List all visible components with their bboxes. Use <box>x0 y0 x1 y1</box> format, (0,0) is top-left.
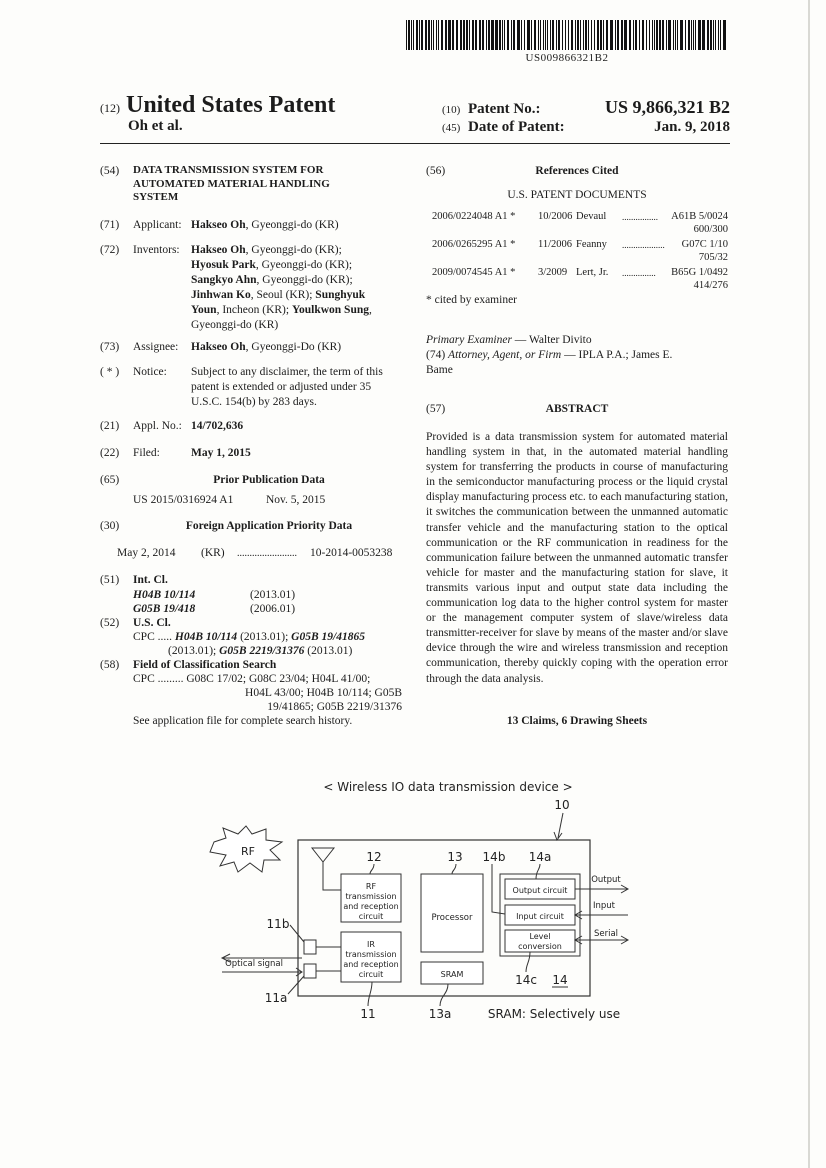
field-value <box>191 218 405 233</box>
barcode-bar <box>524 20 525 50</box>
serial-label: Serial <box>593 929 619 939</box>
barcode-bar <box>580 20 581 50</box>
patent-date: Jan. 9, 2018 <box>654 119 730 135</box>
field-code: (21) <box>100 420 120 432</box>
device-diagram <box>0 770 808 1030</box>
ref-number: 2009/0074545 A1 * <box>432 267 516 278</box>
field-code: (72) <box>100 244 120 256</box>
ref-14b: 14b <box>482 850 506 864</box>
ref-class: A61B 5/0024 <box>671 211 728 222</box>
inventor-name: Youn <box>191 304 217 316</box>
int-class: H04B 10/114 <box>133 589 196 601</box>
barcode-bar <box>527 20 529 50</box>
barcode-bar <box>511 20 512 50</box>
barcode-bar <box>421 20 423 50</box>
barcode-bar <box>668 20 669 50</box>
attorney-name: — IPLA P.A.; James E. <box>561 349 673 361</box>
kind-code: (12) <box>100 101 120 115</box>
barcode-bar <box>680 20 681 50</box>
barcode-bar <box>635 20 637 50</box>
barcode-bar <box>649 20 650 50</box>
title-text: United States Patent <box>126 92 336 118</box>
barcode-bar <box>633 20 634 50</box>
field-51-int-cl <box>100 573 405 619</box>
barcode-bar <box>723 20 725 50</box>
sram-label: SRAM <box>440 970 464 979</box>
barcode-bar <box>681 20 682 50</box>
attorney <box>426 348 672 363</box>
field-73-assignee <box>100 340 405 356</box>
ref-11: 11 <box>360 1007 376 1021</box>
barcode-bar <box>406 20 407 50</box>
field-code: ( * ) <box>100 366 120 378</box>
field-code: (58) <box>100 659 120 671</box>
barcode-bar <box>585 20 587 50</box>
rf-block-label: and reception <box>343 902 399 911</box>
examiner-name: — Walter Divito <box>511 334 592 346</box>
header-rule <box>100 143 730 144</box>
antenna-wire <box>323 862 341 890</box>
leader-line <box>452 864 456 874</box>
leader-line <box>526 952 530 972</box>
barcode-bar <box>703 20 705 50</box>
barcode-bar <box>594 20 595 50</box>
references-heading: References Cited <box>535 165 619 177</box>
leader-dots: ................... <box>622 240 665 250</box>
barcode-bar <box>452 20 454 50</box>
barcode-bar <box>646 20 647 50</box>
priority-country: (KR) <box>201 547 225 559</box>
int-class-year: (2006.01) <box>250 603 296 615</box>
leader-line <box>290 925 304 942</box>
barcode-bar <box>629 20 630 50</box>
inventor-name: Jinhwan Ko <box>191 289 251 301</box>
figure-title: < Wireless IO data transmission device > <box>323 780 573 794</box>
output-circuit-label: Output circuit <box>512 886 568 895</box>
us-class-line <box>133 630 365 645</box>
barcode-bar <box>715 20 716 50</box>
applicant-name: Hakseo Oh <box>191 219 246 231</box>
reference-row <box>432 266 728 294</box>
leader-dots: ................ <box>622 212 658 222</box>
field-code: (65) <box>100 474 120 486</box>
applicant-location: , Gyeonggi-do (KR) <box>245 219 339 231</box>
patent-date-row <box>442 119 730 136</box>
barcode-bar <box>713 20 714 50</box>
input-label: Input <box>592 901 616 911</box>
barcode-bar <box>588 20 589 50</box>
rf-block-label: circuit <box>358 912 384 921</box>
barcode-bar <box>507 20 508 50</box>
inventor-location: , Incheon (KR); <box>216 304 292 316</box>
rf-burst-label: RF <box>241 845 255 858</box>
attorney-code: (74) <box>426 349 449 361</box>
barcode-bar <box>591 20 592 50</box>
inventor-name: Youlkwon Sung <box>291 304 369 316</box>
barcode-bar <box>652 20 653 50</box>
barcode-bar <box>610 20 612 50</box>
barcode-bar <box>562 20 563 50</box>
inventor-list: Hakseo Oh, Gyeonggi-do (KR); Hyosuk Park, Gyeonggi-do (KR); Sangkyo Ahn, Gyeonggi-do (KR); Jinhwan Ko, Seoul (KR); Sunghyuk Youn, Incheon (KR); Youlkwon Sung, Gyeonggi-do (KR) <box>191 243 405 333</box>
barcode-bar <box>666 20 667 50</box>
field-code: (73) <box>100 341 120 353</box>
barcode-bar <box>654 20 655 50</box>
field-71-applicant <box>100 218 405 234</box>
ref-13a: 13a <box>428 1007 452 1021</box>
field-code: (71) <box>100 219 120 231</box>
authors: Oh et al. <box>128 118 183 134</box>
barcode-bar <box>603 20 604 50</box>
prior-publication-heading: Prior Publication Data <box>213 474 325 486</box>
ir-emitter-element <box>304 964 316 978</box>
assignee-name: Hakseo Oh <box>191 341 246 353</box>
field-65-prior-publication <box>100 473 405 513</box>
barcode-bar <box>545 20 546 50</box>
assignee-location: , Gyeonggi-Do (KR) <box>245 341 342 353</box>
cpc-year: (2013.01); <box>237 631 292 643</box>
us-class-line <box>168 644 352 659</box>
barcode-bar <box>441 20 443 50</box>
barcode-bar <box>499 20 500 50</box>
barcode-bar <box>531 20 532 50</box>
level-conversion-label: conversion <box>518 942 562 951</box>
reference-row <box>432 210 728 238</box>
barcode-bar <box>702 20 703 50</box>
prior-publication-date: Nov. 5, 2015 <box>266 494 326 506</box>
output-label: Output <box>591 875 621 885</box>
barcode-bar <box>513 20 515 50</box>
ref-date: 10/2006 <box>538 211 573 222</box>
inventor-name: Sunghyuk <box>315 289 366 301</box>
ref-12: 12 <box>366 850 382 864</box>
field-code: (51) <box>100 574 120 586</box>
int-class: G05B 19/418 <box>133 603 196 615</box>
inventor-location: Gyeonggi-do (KR) <box>191 319 279 331</box>
barcode-bar <box>419 20 420 50</box>
rf-block-label: RF <box>365 882 377 891</box>
field-21-appl-no <box>100 419 405 435</box>
barcode-bar <box>445 20 446 50</box>
ref-14c: 14c <box>515 973 537 987</box>
barcode-bar <box>436 20 437 50</box>
ref-class-secondary: 705/32 <box>698 252 728 263</box>
barcode-bar <box>688 20 689 50</box>
barcode-bar <box>556 20 557 50</box>
cpc-class: G05B 19/41865 <box>291 631 365 643</box>
barcode-bar <box>575 20 576 50</box>
us-documents-heading: U.S. PATENT DOCUMENTS <box>507 189 647 201</box>
priority-number: 10-2014-0053238 <box>310 547 393 559</box>
barcode-bar <box>466 20 468 50</box>
barcode-bar <box>413 20 414 50</box>
barcode-bar <box>460 20 461 50</box>
ref-10: 10 <box>554 798 570 812</box>
barcode-bar <box>472 20 474 50</box>
field-label: Appl. No.: <box>133 420 182 432</box>
rf-block-label: transmission <box>345 892 397 901</box>
ref-name: Devaul <box>576 211 607 222</box>
barcode-bar <box>624 20 626 50</box>
prior-publication-number: US 2015/0316924 A1 <box>133 494 234 506</box>
field-value <box>191 340 405 355</box>
barcode-bar <box>496 20 498 50</box>
patent-title <box>100 92 335 119</box>
appl-number: 14/702,636 <box>191 420 244 432</box>
barcode-bar <box>475 20 477 50</box>
ref-name: Feanny <box>576 239 607 250</box>
notice-line: patent is extended or adjusted under 35 <box>191 381 372 393</box>
field-58-classification-search <box>100 658 405 733</box>
ref-class: B65G 1/0492 <box>671 267 728 278</box>
abstract-text: Provided is a data transmission system for automated material handling system in that, in the automated material handling system for transferring the products in course of manufacturing in the semiconductor manufacturing process or the liquid crystal display manufacturing process etc. to each manufacturing station, it switches the communication between the unmanned automatic transfer vehicle and the manufacturing station to the optical communication or the RF communication in readiness for the communication failure between the unmanned automatic transfer vehicle for master and the manufacturing station for slave, it transmits various input and output state data including the communication log data to the higher control system for master or the management computer system of slave/wireless data transmitter-receiver for slave by means of the master and/or slave device through the wire and wireless transmission and reception communication, thereby quickly coping with the operation error through the data analysis. <box>426 431 728 685</box>
cpc-year: (2013.01) <box>304 645 353 657</box>
inventor-name: Hakseo Oh <box>191 244 246 256</box>
field-52-us-cl <box>100 616 420 662</box>
barcode-bar <box>685 20 686 50</box>
barcode-bar <box>691 20 692 50</box>
barcode-bar <box>662 20 664 50</box>
barcode-bar <box>630 20 631 50</box>
inventor-location: , Gyeonggi-do (KR); <box>256 274 353 286</box>
field-label: Notice: <box>133 366 167 378</box>
ref-14: 14 <box>552 973 568 987</box>
barcode-bar <box>565 20 566 50</box>
barcode-bar <box>482 20 483 50</box>
optical-signal-label: Optical signal <box>225 959 283 969</box>
barcode-bar <box>656 20 657 50</box>
barcode <box>406 20 728 50</box>
antenna-icon <box>312 848 334 862</box>
field-label: Assignee: <box>133 341 179 353</box>
patent-number: US 9,866,321 B2 <box>604 97 730 117</box>
barcode-bar <box>486 20 487 50</box>
ref-number: 2006/0224048 A1 * <box>432 211 516 222</box>
barcode-bar <box>540 20 541 50</box>
field-code: (56) <box>426 165 446 177</box>
barcode-bar <box>695 20 696 50</box>
barcode-bar <box>502 20 503 50</box>
ref-class-secondary: 414/276 <box>693 280 728 291</box>
barcode-bar <box>448 20 449 50</box>
document-code: US009866321B2 <box>525 52 609 64</box>
field-label: Int. Cl. <box>133 574 168 586</box>
ref-number: 2006/0265295 A1 * <box>432 239 516 250</box>
page-edge <box>808 0 810 1168</box>
inventor-name: Hyosuk Park <box>191 259 256 271</box>
patent-number-label: Patent No.: <box>468 101 541 117</box>
barcode-bar <box>552 20 553 50</box>
barcode-bar <box>693 20 694 50</box>
barcode-bar <box>517 20 519 50</box>
field-label: Applicant: <box>133 219 182 231</box>
field-code: (54) <box>100 165 120 177</box>
barcode-bar <box>720 20 721 50</box>
barcode-bar <box>438 20 439 50</box>
ir-block-label: IR <box>367 940 375 949</box>
abstract-heading: ABSTRACT <box>545 403 609 415</box>
barcode-bar <box>568 20 569 50</box>
barcode-bar <box>547 20 548 50</box>
barcode-bar <box>521 20 522 50</box>
cpc-prefix: CPC ..... <box>133 631 172 643</box>
barcode-bar <box>677 20 678 50</box>
field-code: (57) <box>426 403 446 415</box>
field-label: Filed: <box>133 447 160 459</box>
barcode-bar <box>698 20 700 50</box>
barcode-bar <box>621 20 623 50</box>
field-code: (30) <box>100 520 120 532</box>
barcode-bar <box>597 20 599 50</box>
title-line: DATA TRANSMISSION SYSTEM FOR <box>133 164 324 176</box>
field-label: U.S. Cl. <box>133 617 171 629</box>
field-label: Field of Classification Search <box>133 659 277 671</box>
leader-line <box>492 864 505 914</box>
cited-note: * cited by examiner <box>426 294 518 306</box>
int-class-year: (2013.01) <box>250 589 296 601</box>
barcode-bar <box>495 20 496 50</box>
patent-date-code: (45) <box>442 122 461 134</box>
field-54-title <box>100 164 405 214</box>
invention-title <box>133 164 330 205</box>
ref-13: 13 <box>447 850 463 864</box>
ref-class-secondary: 600/300 <box>693 224 728 235</box>
level-conversion-label: Level <box>529 932 551 941</box>
barcode-bar <box>571 20 573 50</box>
search-note: See application file for complete search history. <box>133 715 353 727</box>
ir-connector <box>316 947 341 971</box>
barcode-bar <box>416 20 418 50</box>
patent-number-code: (10) <box>442 104 461 116</box>
inventor-location: , Gyeonggi-do (KR); <box>255 259 353 271</box>
field-22-filed <box>100 446 405 462</box>
barcode-bar <box>543 20 544 50</box>
barcode-bar <box>534 20 535 50</box>
ir-block-label: and reception <box>343 960 399 969</box>
input-circuit-label: Input circuit <box>516 912 564 921</box>
cpc-class: H04B 10/114 <box>174 631 238 643</box>
barcode-bar <box>675 20 676 50</box>
barcode-bar <box>617 20 619 50</box>
barcode-bar <box>428 20 430 50</box>
ref-date: 3/2009 <box>538 267 568 278</box>
inventor-location: , Gyeonggi-do (KR); <box>245 244 342 256</box>
leader-line <box>440 984 448 1006</box>
barcode-bar <box>550 20 551 50</box>
ir-receiver-element <box>304 940 316 954</box>
barcode-bar <box>463 20 465 50</box>
barcode-bar <box>431 20 432 50</box>
patent-number-row <box>442 97 730 118</box>
barcode-bar <box>615 20 616 50</box>
barcode-bar <box>669 20 671 50</box>
notice-line: Subject to any disclaimer, the term of this <box>191 366 383 378</box>
barcode-bar <box>558 20 560 50</box>
barcode-bar <box>583 20 584 50</box>
leader-dots: ........................ <box>237 548 297 559</box>
cpc-class: G05B 2219/31376 <box>219 645 305 657</box>
barcode-bar <box>479 20 481 50</box>
barcode-bar <box>469 20 470 50</box>
barcode-bar <box>433 20 434 50</box>
barcode-bar <box>411 20 412 50</box>
search-line: CPC ......... G08C 17/02; G08C 23/04; H04L 41/00; <box>133 673 371 685</box>
claims-line: 13 Claims, 6 Drawing Sheets <box>506 715 648 727</box>
foreign-priority-heading: Foreign Application Priority Data <box>185 520 353 532</box>
reference-row <box>432 238 728 266</box>
primary-examiner <box>426 333 592 348</box>
barcode-bar <box>606 20 608 50</box>
field-notice <box>100 365 405 411</box>
barcode-bar <box>456 20 458 50</box>
barcode-bar <box>600 20 602 50</box>
barcode-bar <box>718 20 719 50</box>
patent-date-label: Date of Patent: <box>468 119 565 135</box>
notice-text <box>191 365 405 410</box>
ref-14a: 14a <box>528 850 552 864</box>
leader-dots: ............... <box>622 268 656 278</box>
barcode-bar <box>408 20 409 50</box>
leader-line <box>368 982 372 1006</box>
barcode-bar <box>639 20 640 50</box>
barcode-bar <box>673 20 674 50</box>
examiner-label: Primary Examiner <box>426 334 512 346</box>
filed-date: May 1, 2015 <box>191 447 251 459</box>
ref-11a: 11a <box>264 991 288 1005</box>
barcode-bar <box>710 20 712 50</box>
priority-date: May 2, 2014 <box>117 547 176 559</box>
barcode-bar <box>449 20 450 50</box>
cpc-year: (2013.01); <box>168 645 220 657</box>
barcode-bar <box>538 20 539 50</box>
barcode-bar <box>491 20 493 50</box>
ref-11b: 11b <box>266 917 290 931</box>
attorney-name: Bame <box>426 364 453 376</box>
ir-block-label: circuit <box>358 970 384 979</box>
barcode-bar <box>425 20 426 50</box>
barcode-bar <box>504 20 505 50</box>
leader-line <box>288 976 304 994</box>
sram-note: SRAM: Selectively use <box>487 1007 621 1021</box>
barcode-bar <box>707 20 708 50</box>
title-line: SYSTEM <box>133 191 179 203</box>
barcode-bar <box>488 20 490 50</box>
ir-block-label: transmission <box>345 950 397 959</box>
field-72-inventors <box>100 243 405 333</box>
barcode-bar <box>577 20 578 50</box>
field-code: (52) <box>100 617 120 629</box>
processor-label: Processor <box>431 913 473 923</box>
inventor-location: , Seoul (KR); <box>250 289 316 301</box>
barcode-bar <box>659 20 661 50</box>
field-label: Inventors: <box>133 244 180 256</box>
search-line: 19/41865; G05B 2219/31376 <box>267 701 402 713</box>
field-code: (22) <box>100 447 120 459</box>
inventor-name: Sangkyo Ahn <box>191 274 257 286</box>
references-table <box>432 210 728 294</box>
search-line: H04L 43/00; H04B 10/114; G05B <box>245 687 402 699</box>
leader-line <box>536 864 540 879</box>
ref-name: Lert, Jr. <box>576 267 609 278</box>
title-line: AUTOMATED MATERIAL HANDLING <box>133 177 330 190</box>
ref-date: 11/2006 <box>538 239 573 250</box>
field-30-foreign-priority <box>100 519 405 559</box>
attorney-label: Attorney, Agent, or Firm <box>448 349 562 361</box>
ref-class: G07C 1/10 <box>681 239 728 250</box>
barcode-bar <box>642 20 644 50</box>
notice-line: U.S.C. 154(b) by 283 days. <box>191 396 317 408</box>
leader-line <box>370 864 374 874</box>
